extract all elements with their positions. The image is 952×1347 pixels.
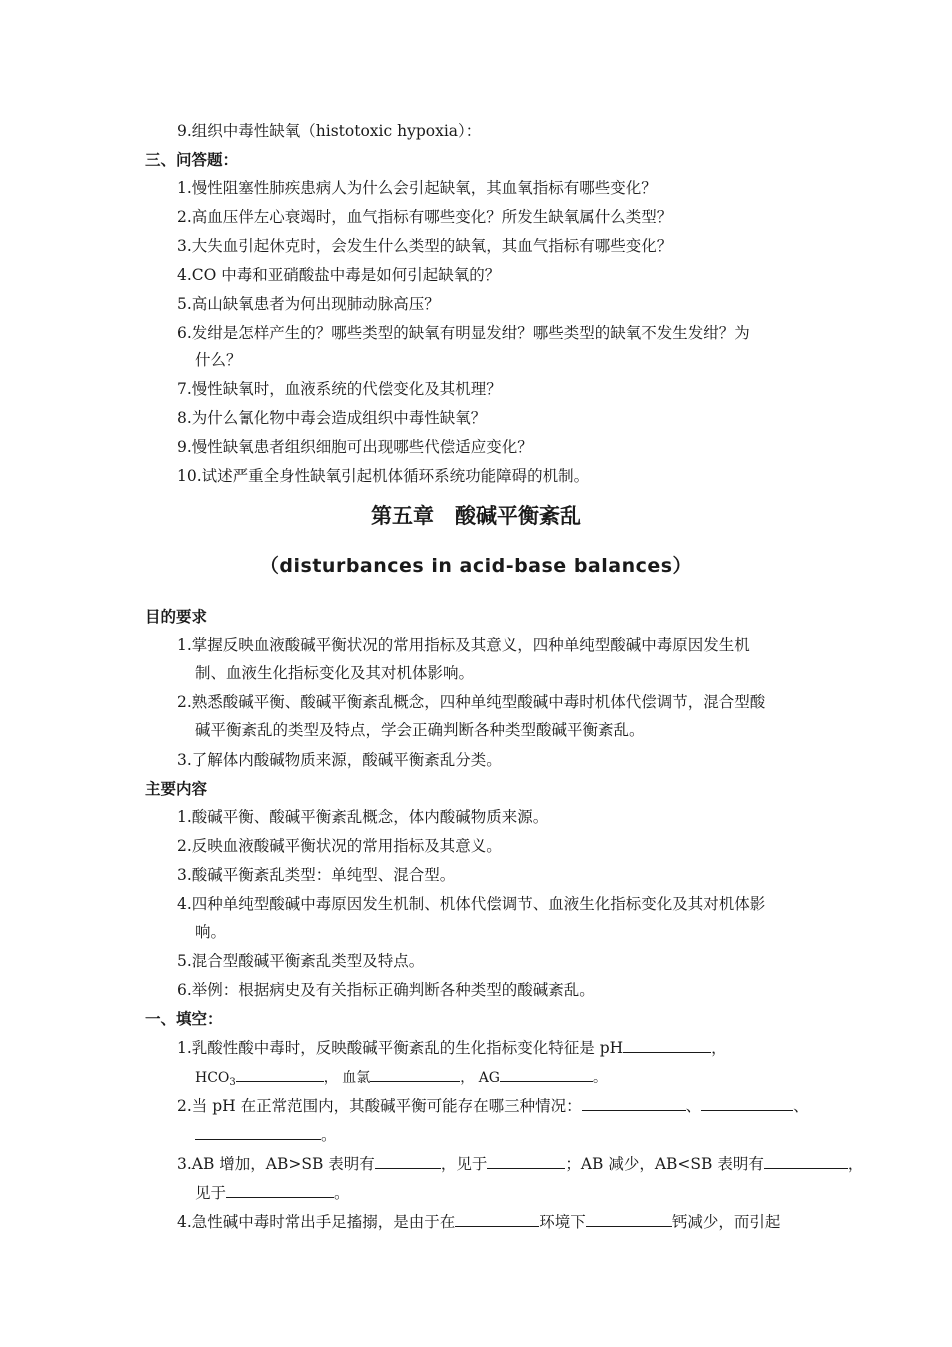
section-heading-qa: 三、问答题：	[145, 151, 239, 169]
punctuation: ，	[323, 1070, 338, 1086]
fill-question-4	[177, 1211, 780, 1232]
answer-blank[interactable]	[487, 1153, 565, 1169]
punctuation: 、	[793, 1097, 809, 1115]
question-text: ，见于	[440, 1155, 488, 1173]
content-item: 6.举例：根据病史及有关指标正确判断各种类型的酸碱紊乱。	[177, 981, 595, 999]
qa-item: 8.为什么氰化物中毒会造成组织中毒性缺氧？	[177, 409, 487, 427]
question-text: AG	[478, 1070, 500, 1086]
content-item-continued: 响。	[195, 923, 227, 941]
content-item: 4.四种单纯型酸碱中毒原因发生机制、机体代偿调节、血液生化指标变化及其对机体影	[177, 895, 766, 913]
answer-blank[interactable]	[375, 1153, 441, 1169]
goal-item-continued: 制、血液生化指标变化及其对机体影响。	[195, 664, 475, 682]
question-text: 钙减少，而引起	[671, 1213, 781, 1231]
answer-blank[interactable]	[226, 1182, 334, 1198]
content-item: 2.反映血液酸碱平衡状况的常用指标及其意义。	[177, 837, 502, 855]
punctuation: ，	[460, 1070, 475, 1086]
fill-question-3-continued	[195, 1182, 350, 1203]
answer-blank[interactable]	[582, 1095, 686, 1111]
qa-item: 5.高山缺氧患者为何出现肺动脉高压？	[177, 295, 440, 313]
question-text: 1.乳酸性酸中毒时，反映酸碱平衡紊乱的生化指标变化特征是 pH	[177, 1039, 624, 1057]
answer-blank[interactable]	[764, 1153, 848, 1169]
qa-item: 4.CO 中毒和亚硝酸盐中毒是如何引起缺氧的？	[177, 266, 501, 284]
content-item: 3.酸碱平衡紊乱类型：单纯型、混合型。	[177, 866, 456, 884]
answer-blank[interactable]	[455, 1211, 539, 1227]
question-text: 血氯	[342, 1070, 371, 1086]
question-text: 环境下	[539, 1213, 586, 1231]
punctuation: ，	[711, 1039, 727, 1057]
punctuation: 。	[592, 1070, 607, 1086]
content-item: 5.混合型酸碱平衡紊乱类型及特点。	[177, 952, 425, 970]
text-line: 9.组织中毒性缺氧（histotoxic hypoxia）：	[177, 122, 482, 140]
hco3-label: $HCO_3$	[195, 1070, 236, 1088]
section-heading-fill: 一、填空：	[145, 1010, 223, 1028]
goal-item: 3.了解体内酸碱物质来源，酸碱平衡紊乱分类。	[177, 751, 502, 769]
qa-item: 6.发绀是怎样产生的？哪些类型的缺氧有明显发绀？哪些类型的缺氧不发生发绀？为	[177, 324, 750, 342]
fill-question-2	[177, 1095, 809, 1116]
qa-item: 10.试述严重全身性缺氧引起机体循环系统功能障碍的机制。	[177, 467, 590, 485]
goal-item: 1.掌握反映血液酸碱平衡状况的常用指标及其意义，四种单纯型酸碱中毒原因发生机	[177, 636, 750, 654]
qa-item: 3.大失血引起休克时，会发生什么类型的缺氧，其血气指标有哪些变化？	[177, 237, 673, 255]
section-heading-content: 主要内容	[145, 780, 208, 798]
answer-blank[interactable]	[701, 1095, 793, 1111]
question-text: 3.AB 增加，AB>SB 表明有	[177, 1155, 375, 1173]
qa-item: 7.慢性缺氧时，血液系统的代偿变化及其机理？	[177, 380, 502, 398]
answer-blank[interactable]	[370, 1066, 460, 1082]
answer-blank[interactable]	[500, 1066, 593, 1082]
fill-question-1-continued	[195, 1066, 607, 1093]
punctuation: ，	[847, 1155, 864, 1173]
qa-item: 1.慢性阻塞性肺疾患病人为什么会引起缺氧，其血氧指标有哪些变化？	[177, 179, 657, 197]
chapter-title: 第五章 酸碱平衡紊乱	[371, 504, 581, 528]
question-text: ；AB 减少，AB<SB 表明有	[565, 1155, 764, 1173]
punctuation: 。	[321, 1126, 337, 1144]
answer-blank[interactable]	[195, 1124, 321, 1140]
fill-question-1	[177, 1037, 727, 1058]
qa-item-continued: 什么？	[195, 351, 242, 369]
punctuation: 。	[334, 1184, 350, 1202]
goal-item-continued: 碱平衡紊乱的类型及特点，学会正确判断各种类型酸碱平衡紊乱。	[195, 721, 645, 739]
qa-item: 9.慢性缺氧患者组织细胞可出现哪些代偿适应变化？	[177, 438, 533, 456]
answer-blank[interactable]	[623, 1037, 711, 1053]
goal-item: 2.熟悉酸碱平衡、酸碱平衡紊乱概念，四种单纯型酸碱中毒时机体代偿调节，混合型酸	[177, 693, 766, 711]
question-text: 见于	[195, 1184, 227, 1202]
qa-item: 2.高血压伴左心衰竭时，血气指标有哪些变化？所发生缺氧属什么类型？	[177, 208, 673, 226]
answer-blank[interactable]	[236, 1066, 324, 1082]
question-text: 4.急性碱中毒时常出手足搐搦，是由于在	[177, 1213, 456, 1231]
content-item: 1.酸碱平衡、酸碱平衡紊乱概念，体内酸碱物质来源。	[177, 808, 549, 826]
punctuation: 、	[685, 1097, 702, 1115]
question-text: 2.当 pH 在正常范围内，其酸碱平衡可能存在哪三种情况：	[177, 1097, 582, 1115]
answer-blank[interactable]	[586, 1211, 672, 1227]
fill-question-3	[177, 1153, 863, 1174]
section-heading-goals: 目的要求	[145, 608, 208, 626]
chapter-subtitle: （disturbances in acid-base balances）	[259, 555, 693, 577]
fill-question-2-continued	[195, 1124, 337, 1145]
